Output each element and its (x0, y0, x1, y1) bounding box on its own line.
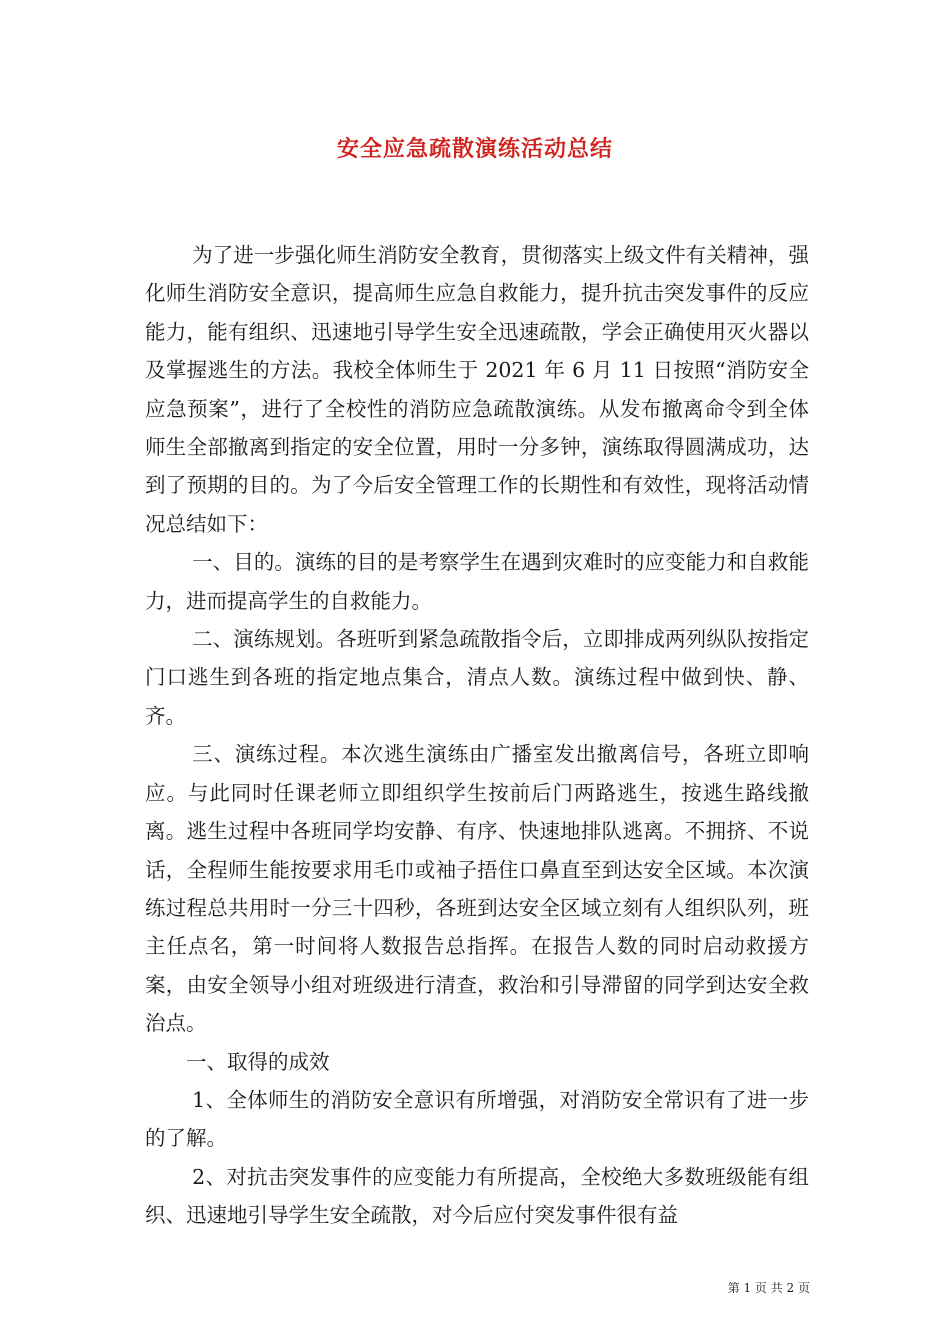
paragraph-intro: 为了进一步强化师生消防安全教育，贯彻落实上级文件有关精神，强化师生消防安全意识，提高师生应急自救能力，提升抗击突发事件的反应能力，能有组织、迅速地引导学生安全迅速疏散，学会正确使用灭火器以及掌握逃生的方法。我校全体师生于 2021 年 6 月 11 日按照“消防安全应急预案”，进行了全校性的消防应急疏散演练。从发布撤离命令到全体师生全部撤离到指定的安全位置，用时一分多钟，演练取得圆满成功，达到了预期的目的。为了今后安全管理工作的长期性和有效性，现将活动情况总结如下： (145, 243, 809, 536)
paragraph-result-2: 2、对抗击突发事件的应变能力有所提高，全校绝大多数班级能有组织、迅速地引导学生安全疏散，对今后应付突发事件很有益 (145, 1164, 809, 1228)
document-title: 安全应急疏散演练活动总结 (336, 136, 613, 162)
page-number: 第 1 页 共 2 页 (727, 1281, 810, 1295)
paragraph-result-1: 1、全体师生的消防安全意识有所增强，对消防安全常识有了进一步的了解。 (145, 1087, 809, 1151)
section-heading-results: 一、取得的成效 (186, 1049, 330, 1074)
paragraph-plan: 二、演练规划。各班听到紧急疏散指令后，立即排成两列纵队按指定门口逃生到各班的指定地点集合，清点人数。演练过程中做到快、静、齐。 (145, 627, 809, 728)
paragraph-process: 三、演练过程。本次逃生演练由广播室发出撤离信号，各班立即响应。与此同时任课老师立即组织学生按前后门两路逃生，按逃生路线撤离。逃生过程中各班同学均安静、有序、快速地排队逃离。不拥挤、不说话，全程师生能按要求用毛巾或袖子捂住口鼻直至到达安全区域。本次演练过程总共用时一分三十四秒，各班到达安全区域立刻有人组织队列，班主任点名，第一时间将人数报告总指挥。在报告人数的同时启动救援方案，由安全领导小组对班级进行清查，救治和引导滞留的同学到达安全救治点。 (145, 742, 809, 1036)
paragraph-purpose: 一、目的。演练的目的是考察学生在遇到灾难时的应变能力和自救能力，进而提高学生的自救能力。 (145, 550, 809, 613)
document-body (145, 236, 809, 1235)
